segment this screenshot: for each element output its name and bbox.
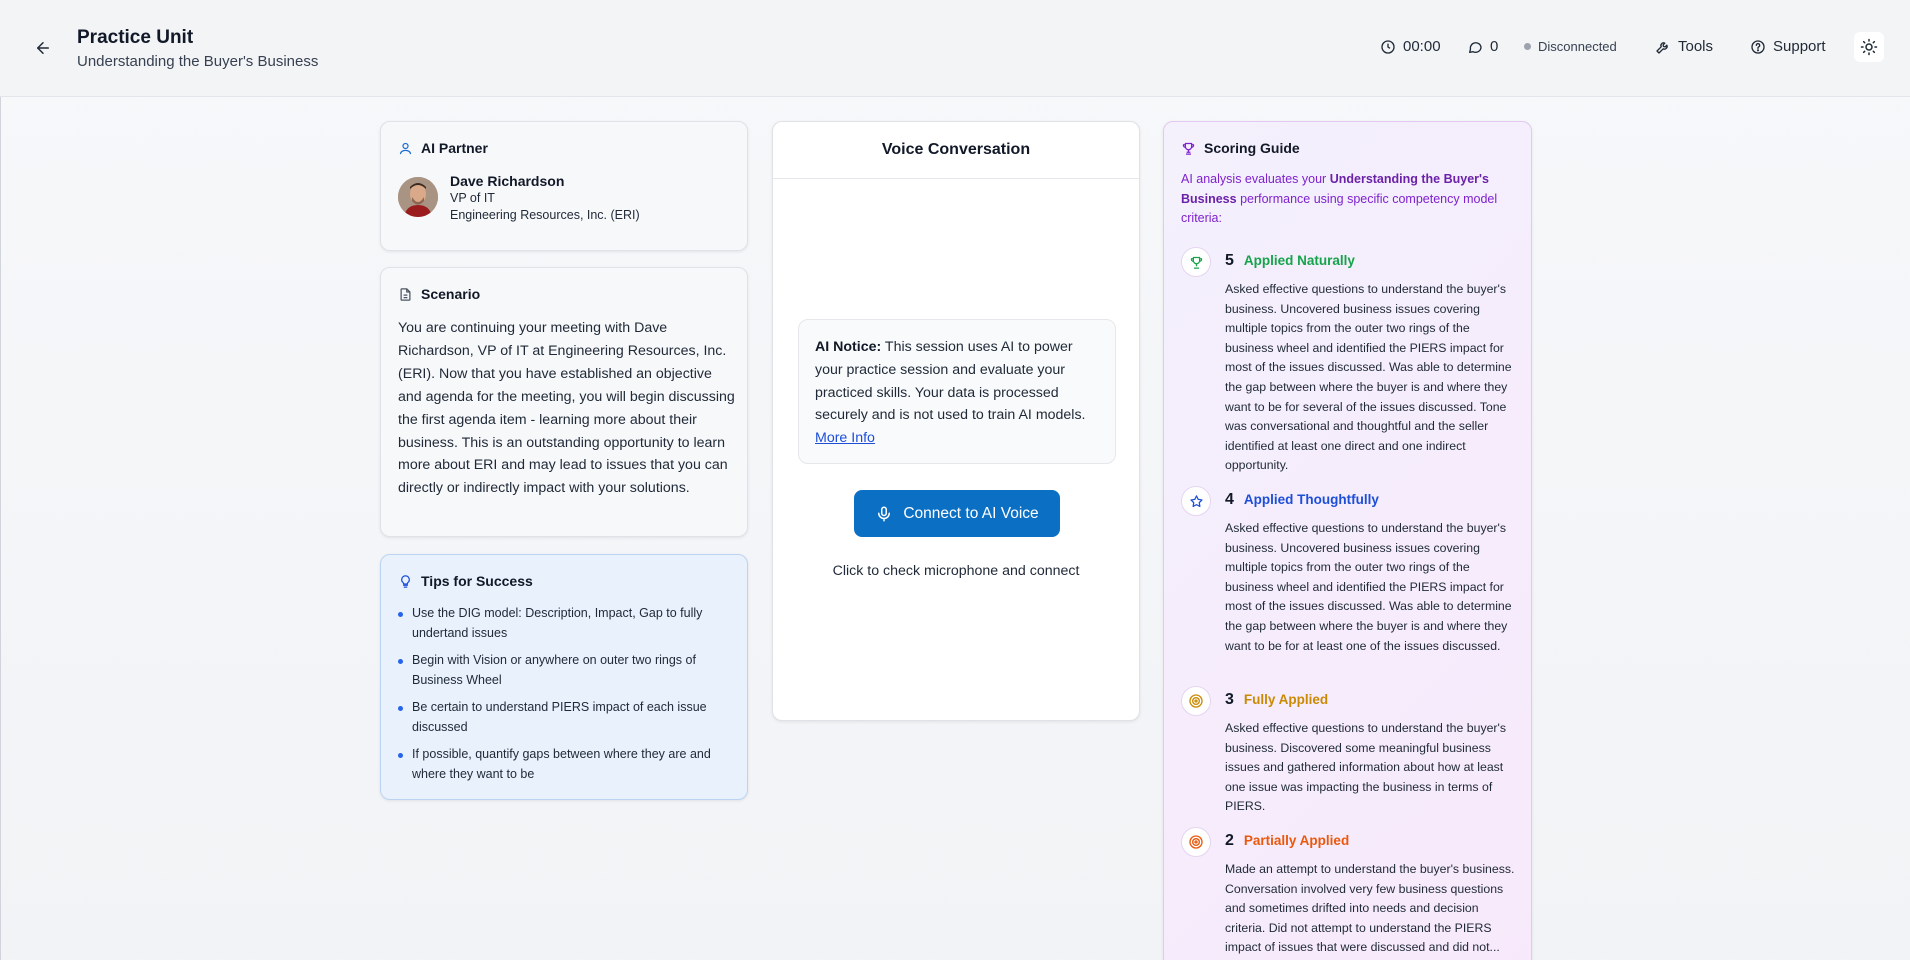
wrench-icon [1655, 39, 1671, 55]
partner-name: Dave Richardson [450, 173, 565, 189]
user-icon [398, 141, 413, 156]
level-description: Asked effective questions to understand the buyer's business. Uncovered business issues covering multiple topics from the outer two rings of the business wheel and identified the PIERS impact for most of the issues discussed. Was able to determine the gap between where the buyer is and where they want to be for several of the issues discussed. Tone was conversational and thoughtful and the seller identified at least one direct and one indirect opportunity. [1225, 282, 1512, 473]
connection-status [1524, 39, 1617, 54]
sun-icon [1860, 38, 1878, 56]
ai-partner-heading: AI Partner [421, 140, 488, 156]
scoring-guide-card [1163, 121, 1532, 960]
voice-conversation-heading: Voice Conversation [773, 122, 1139, 179]
arrow-left-icon [34, 39, 52, 57]
level-heading [1225, 252, 1355, 270]
message-count: 0 [1490, 38, 1499, 55]
message-icon [1467, 39, 1483, 55]
level-icon-wrap [1181, 247, 1211, 277]
status-dot-icon [1524, 43, 1531, 50]
timer-value: 00:00 [1403, 38, 1441, 55]
status-label: Disconnected [1538, 39, 1617, 54]
connect-label: Connect to AI Voice [903, 504, 1039, 522]
microphone-icon [875, 505, 893, 523]
scenario-text: You are continuing your meeting with Dave Richardson, VP of IT at Engineering Resources, Inc. (ERI). Now that you have established an objective and agenda for the meeting, you will begin discussing the first agenda item - learning more about their business. This is an outstanding opportunity to learn more about ERI and may lead to issues that you can directly or indirectly impact with your solutions. [398, 320, 735, 497]
target-icon [1188, 693, 1204, 709]
theme-toggle-button[interactable] [1854, 32, 1884, 62]
star-icon [1189, 494, 1204, 509]
page-title: Practice Unit [77, 27, 194, 48]
level-description: Made an attempt to understand the buyer's business. Conversation involved very few business questions and sometimes drifted into needs and decision criteria. Did not attempt to understand the PIERS impact of issues that were discussed and did not... [1225, 862, 1515, 955]
level-icon-wrap [1181, 827, 1211, 857]
back-button[interactable] [30, 35, 56, 61]
scenario-heading: Scenario [421, 286, 481, 302]
level-number: 4 [1225, 491, 1234, 508]
list-item: Be certain to understand PIERS impact of each issue discussed [398, 698, 738, 737]
page-subtitle: Understanding the Buyer's Business [77, 53, 319, 70]
avatar [398, 177, 438, 217]
top-header [0, 0, 1910, 97]
level-description: Asked effective questions to understand the buyer's business. Uncovered business issues covering multiple topics from the outer two rings of the business wheel and identified the PIERS impact for most of the issues discussed. Was able to determine the gap between where the buyer is and where they want to be for at least one of the issues discussed. [1225, 521, 1512, 653]
avatar-image [398, 177, 438, 217]
ai-notice [798, 319, 1116, 464]
level-heading [1225, 691, 1328, 709]
intro-text: AI analysis evaluates your [1181, 172, 1330, 186]
help-circle-icon [1750, 39, 1766, 55]
message-counter [1467, 38, 1498, 55]
ai-partner-card [380, 121, 748, 251]
trophy-icon [1181, 141, 1196, 156]
list-item: If possible, quantify gaps between where they are and where they want to be [398, 745, 738, 784]
intro-unit-name: Understanding the Buyer's Business [1181, 172, 1489, 206]
support-button[interactable] [1750, 38, 1826, 55]
level-heading [1225, 491, 1379, 509]
scoring-intro [1181, 170, 1521, 229]
connect-ai-voice-button[interactable] [854, 490, 1060, 537]
target-icon [1188, 834, 1204, 850]
lightbulb-icon [398, 574, 413, 589]
scoring-guide-heading: Scoring Guide [1204, 140, 1300, 156]
intro-text-end: performance using specific competency model criteria: [1181, 191, 1498, 225]
session-timer [1380, 38, 1441, 55]
ai-notice-text: This session uses AI to power your practice session and evaluate your practiced skills. Your data is processed securely and is not used to train AI models. [815, 339, 1086, 424]
level-name: Applied Thoughtfully [1243, 492, 1379, 507]
level-description: Asked effective questions to understand the buyer's business. Discovered some meaningful business issues and gathered information about how at least one issue was impacting the business in terms of PIERS. [1225, 721, 1507, 814]
level-number: 3 [1225, 691, 1234, 708]
tips-card [380, 554, 748, 800]
partner-company: Engineering Resources, Inc. (ERI) [450, 208, 640, 222]
window-edge [0, 0, 1, 960]
scenario-card [380, 267, 748, 537]
support-label: Support [1773, 38, 1826, 55]
scenario-header [398, 286, 480, 302]
level-icon-wrap [1181, 686, 1211, 716]
more-info-link[interactable]: More Info [815, 430, 875, 447]
tools-label: Tools [1678, 38, 1714, 55]
tools-button[interactable] [1655, 38, 1713, 55]
list-item: Use the DIG model: Description, Impact, Gap to fully undertand issues [398, 604, 738, 643]
ai-notice-label: AI Notice: [815, 339, 882, 355]
connect-hint: Click to check microphone and connect [832, 563, 1080, 579]
partner-role: VP of IT [450, 191, 495, 205]
document-icon [398, 287, 413, 302]
tips-heading: Tips for Success [421, 573, 533, 589]
level-name: Fully Applied [1243, 692, 1329, 707]
level-number: 2 [1225, 832, 1234, 849]
scoring-guide-header [1181, 140, 1300, 156]
ai-partner-header [398, 140, 488, 156]
list-item: Begin with Vision or anywhere on outer two rings of Business Wheel [398, 651, 738, 690]
tips-header [398, 573, 533, 589]
level-icon-wrap [1181, 486, 1211, 516]
tips-list [398, 604, 738, 792]
level-heading [1225, 832, 1349, 850]
voice-conversation-card [772, 121, 1140, 721]
level-number: 5 [1225, 252, 1234, 269]
level-name: Applied Naturally [1243, 253, 1355, 268]
level-name: Partially Applied [1243, 833, 1350, 848]
clock-icon [1380, 39, 1396, 55]
trophy-icon [1189, 255, 1204, 270]
